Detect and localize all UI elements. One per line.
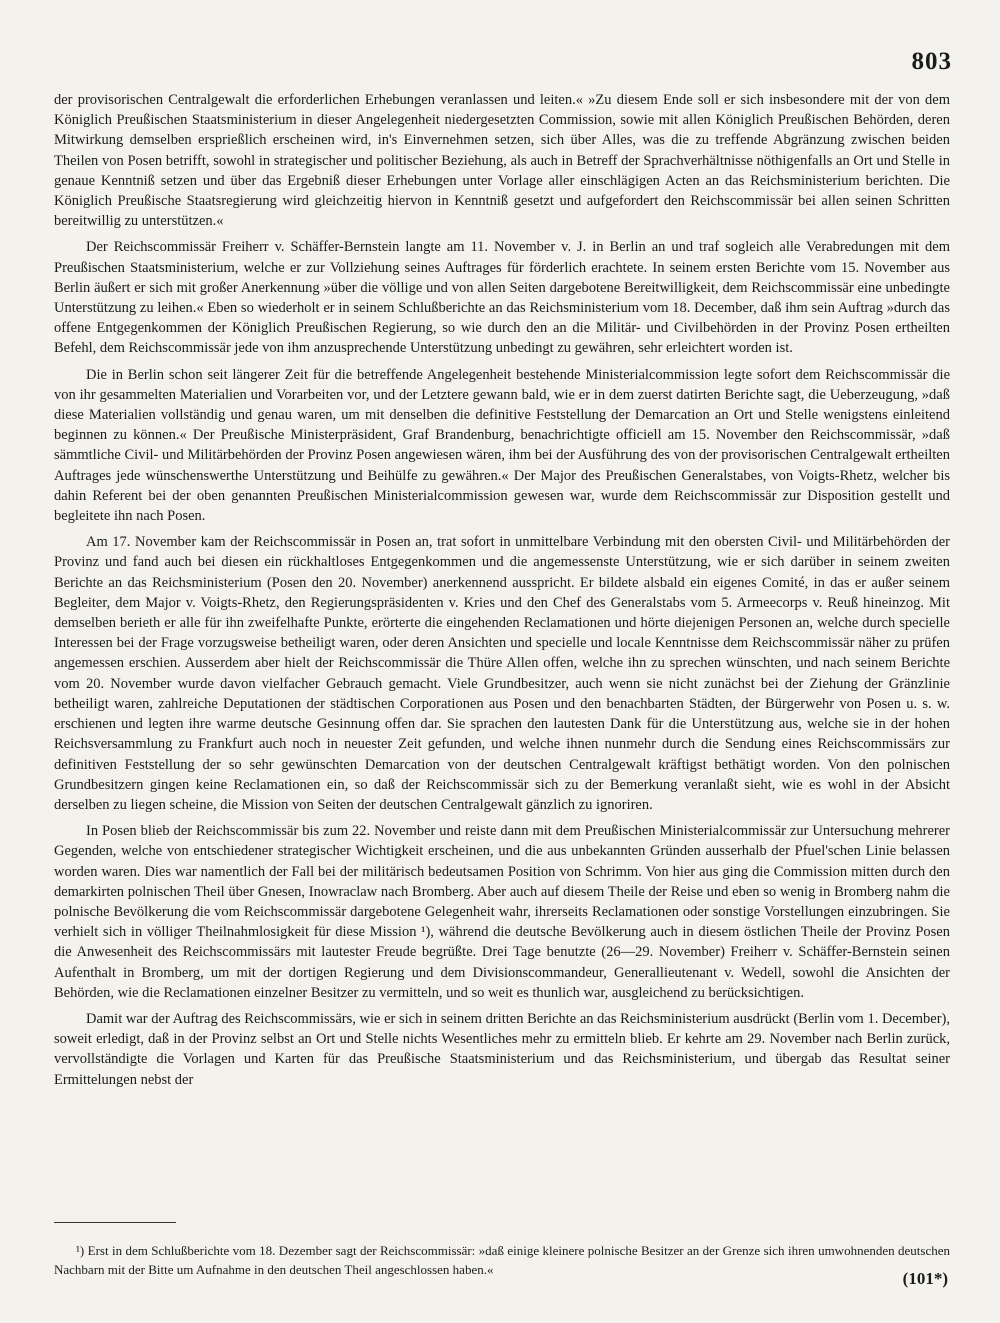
paragraph: Am 17. November kam der Reichscommissär in Posen an, trat sofort in unmittelbare Verbindung mit den obersten Civil- und Militärbehörden der Provinz und fand auch bei diesen ein rückhaltloses Entgegenkommen und die angemessenste Unterstützung, wie er sich darüber in seinem zweiten Berichte an das Reichsministerium (Posen den 20. November) anerkennend ausspricht. Er bildete alsbald ein eigenes Comité, in das er außer seinem Begleiter, dem Major v. Voigts-Rhetz, den Regierungspräsidenten v. Kries und den Chef des Generalstabs vom 5. Armeecorps v. Reuß hineinzog. Mit demselben berieth er alle für ihn zweifelhafte Punkte, erörterte die eingehenden Reclamationen und hörte diejenigen Personen an, welche durch specielle Interessen bei der Frage vorzugsweise betheiligt waren, oder deren Ansichten und specielle und locale Kenntnisse dem Reichscommissär näher zu prüfen angemessen erschien. Ausserdem aber hielt der Reichscommissär die Thüre Allen offen, welche ihn zu sprechen wünschten, und nach seinem Berichte vom 20. November wurde davon vielfacher Gebrauch gemacht. Viele Grundbesitzer, auch wenn sie nicht zunächst bei der Ziehung der Gränzlinie betheiligt waren, zahlreiche Deputationen der städtischen Corporationen aus Posen und den benachbarten Städten, der Bürgerwehr von Posen u. s. w. erschienen und legten ihre warme deutsche Gesinnung offen dar. Sie sprachen den lautesten Dank für die Unterstützung aus, welche sie in der hohen Reichsversammlung zu Frankfurt auch noch in neuester Zeit gefunden, und welche ihnen nunmehr durch die Sendung eines Reichscommissärs zur definitiven Feststellung der so sehr gewünschten Demarcation von der deutschen Centralgewalt kräftigst bethätigt worden. Von den polnischen Grundbesitzern gingen keine Reclamationen ein, so daß der Reichscommissär sich zu der Bemerkung veranlaßt sieht, wie es wohl in der Absicht derselben zu liegen scheine, die Mission von Seiten der deutschen Centralgewalt gänzlich zu ignoriren. bbox=[54, 534, 950, 813]
paragraph: In Posen blieb der Reichscommissär bis zum 22. November und reiste dann mit dem Preußischen Ministerialcommissär zur Untersuchung mehrerer Gegenden, welche von entschiedener strategischer Wichtigkeit erscheinen, und die aus unbekannten Gründen ausserhalb der Pfuel'schen Linie belassen worden waren. Dies war namentlich der Fall bei der militärisch bedeutsamen Position von Schrimm. Von hier aus ging die Commission mitten durch den demarkirten polnischen Theil über Gnesen, Inowraclaw nach Bromberg. Aber auch auf diesem Theile der Reise und eben so wenig in Bromberg nahm die polnische Bevölkerung die vom Reichscommissär dargebotene Gelegenheit wahr, ihrerseits Reclamationen oder sonstige Vorstellungen einzubringen. Sie verhielt sich in völliger Theilnahmlosigkeit für diese Mission ¹), während die deutsche Bevölkerung auch in diesem östlichen Theile der Provinz Posen die Anwesenheit des Reichscommissärs mit lautester Freude begrüßte. Drei Tage benutzte (26—29. November) Freiherr v. Schäffer-Bernstein seinen Aufenthalt in Bromberg, um mit der dortigen Regierung und dem Divisionscommandeur, Generallieutenant v. Wedell, sowohl die Ansichten der Behörden, wie die Reclamationen einzelner Besitzer zu vermitteln, und so weit es thunlich war, ausgleichend zu berücksichtigen. bbox=[54, 823, 950, 1001]
paragraph: Die in Berlin schon seit längerer Zeit für die betreffende Angelegenheit bestehende Ministerialcommission legte sofort dem Reichscommissär die von ihr gesammelten Materialien und Vorarbeiten vor, und der Letztere gewann bald, wie er in dem zuerst datirten Berichte sagt, die Ueberzeugung, »daß diese Materialien vollständig und genau waren, um mit denselben die definitive Feststellung der Demarcation an Ort und Stelle wenigstens einleitend beginnen zu können.« Der Preußische Ministerpräsident, Graf Brandenburg, benachrichtigte officiell am 15. November den Reichscommissär, »daß sämmtliche Civil- und Militärbehörden der Provinz Posen angewiesen wären, ihm bei der Ausführung des von der provisorischen Centralgewalt ertheilten Auftrages jede wünschenswerthe Unterstützung und Beihülfe zu gewähren.« Der Major des Preußischen Generalstabes, von Voigts-Rhetz, welcher bis dahin Referent bei der oben genannten Preußischen Ministerialcommission gewesen war, wurde dem Reichscommissär zur Disposition gestellt und begleitete ihn nach Posen. bbox=[54, 366, 950, 525]
body-text bbox=[54, 90, 950, 1096]
footnote: ¹) Erst in dem Schlußberichte vom 18. Dezember sagt der Reichscommissär: »daß einige kleinere polnische Besitzer an der Grenze sich ihren umwohnenden deutschen Nachbarn mit der Bitte um Aufnahme in den deutschen Theil angeschlossen haben.« bbox=[54, 1243, 950, 1277]
signature-mark: (101*) bbox=[902, 1269, 948, 1288]
paragraph: Damit war der Auftrag des Reichscommissärs, wie er sich in seinem dritten Berichte an das Reichsministerium ausdrückt (Berlin vom 1. December), soweit erledigt, daß in der Provinz selbst an Ort und Stelle nichts Wesentliches mehr zu ermitteln blieb. Er kehrte am 29. November nach Berlin zurück, vervollständigte die Vorlagen und Karten für das Preußische Staatsministerium und das Reichsministerium, und übergab das Resultat seiner Ermittelungen nebst der bbox=[54, 1010, 950, 1088]
paragraph: der provisorischen Centralgewalt die erforderlichen Erhebungen veranlassen und leiten.« »Zu diesem Ende soll er sich insbesondere mit der von dem Königlich Preußischen Staatsministerium in dieser Angelegenheit niedergesetzten Commission, sowie mit allen Königlich Preußischen Behörden, deren Mitwirkung demselben ersprießlich erscheinen wird, in's Einvernehmen setzen, sich über Alles, was die zu treffende Abgränzung zwischen beiden Theilen von Posen betrifft, sowohl in strategischer und politischer Beziehung, als auch in Betreff der Sprachverhältnisse nöthigenfalls an Ort und Stelle in genaue Kenntniß setzen und über das Ergebniß dieser Erhebungen unter Vorlage aller einschlägigen Acten an das Reichsministerium berichten. Die Königlich Preußische Staatsregierung wird gleichzeitig hiervon in Kenntniß gesetzt und aufgefordert den Reichscommissär bei allen seinen Schritten bereitwillig zu unterstützen.« bbox=[54, 92, 950, 230]
footnote-divider bbox=[54, 1222, 176, 1223]
page-number: 803 bbox=[911, 48, 952, 75]
paragraph: Der Reichscommissär Freiherr v. Schäffer-Bernstein langte am 11. November v. J. in Berlin an und traf sogleich alle Verabredungen mit dem Preußischen Staatsministerium, welche er zur Vollziehung seines Auftrages für förderlich erachtete. In seinem ersten Berichte vom 15. November aus Berlin äußert er sich mit großer Anerkennung »über die völlige und von allen Seiten dargebotene Bereitwilligkeit, dem Reichscommissär eine unbedingte Unterstützung zu leihen.« Eben so wiederholt er in seinem Schlußberichte an das Reichsministerium vom 18. December, daß ihm sein Auftrag »durch das offene Entgegenkommen der Königlich Preußischen Regierung, so wie durch den an die Militär- und Civilbehörden in der Provinz Posen ertheilten Befehl, dem Reichscommissär jede von ihm anzusprechende Unterstützung unbedingt zu gewähren, sehr erleichtert worden ist. bbox=[54, 239, 950, 357]
